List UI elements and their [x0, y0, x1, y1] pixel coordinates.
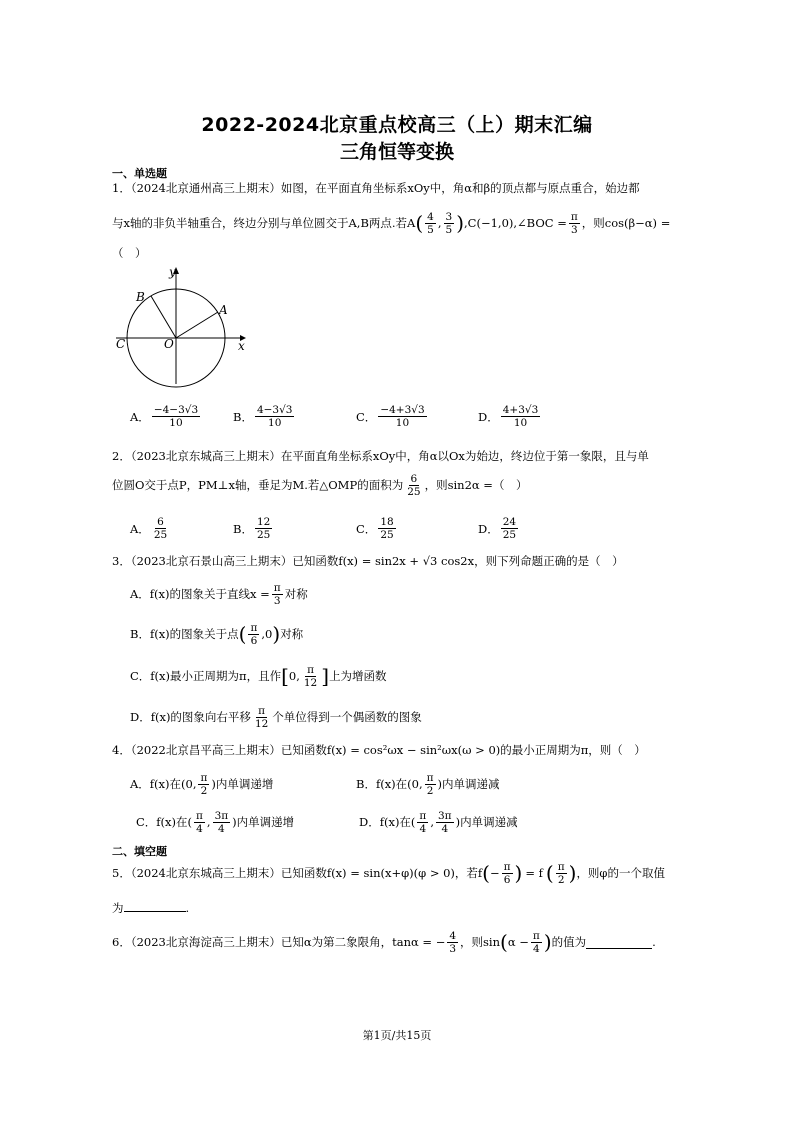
q6-frac2: $\frac{\pi}{4}$	[532, 929, 540, 955]
q1-option-b-frac: $\frac{4-3√3}{10}$	[256, 404, 293, 429]
q3-option-d[interactable]: D．f(x)的图象向右平移 $\frac{\pi}{12}$ 个单位得到一个偶函数的图象	[130, 704, 422, 730]
q2-line1: 2．（2023北京东城高三上期末）在平面直角坐标系xOy中，角α以Ox为始边，终边位于第一象限，且与单	[112, 449, 649, 463]
label-B: B	[136, 290, 145, 304]
q2-option-a-frac: $\frac{6}{25}$	[153, 516, 168, 541]
q3-option-d-frac: $\frac{\pi}{12}$	[254, 704, 269, 730]
q1-line2b: ,C(−1,0),∠BOC =	[464, 216, 567, 230]
q1-unit-circle-figure	[112, 262, 252, 397]
q3-option-b-frac: $\frac{\pi}{6}$	[250, 621, 258, 647]
q1-frac-angle: $\frac{\pi}{3}$	[570, 210, 578, 236]
label-A: A	[219, 303, 228, 317]
label-y: y	[169, 265, 176, 279]
q2-option-b-frac: $\frac{12}{25}$	[256, 516, 271, 541]
q1-line3: （ ）	[112, 246, 147, 260]
q1-option-c[interactable]: C． $\frac{-4+3√3}{10}$	[356, 404, 425, 429]
label-C: C	[116, 337, 126, 351]
q3-option-c[interactable]: C．f(x)最小正周期为π，且作 [ 0, $\frac{\pi}{12}$ ] 上为增函数	[130, 663, 387, 689]
q4-option-c[interactable]: C．f(x)在( $\frac{\pi}{4}$ , $\frac{3\pi}{4}$ )内单调递增	[136, 809, 295, 835]
q1-option-b[interactable]: B． $\frac{4-3√3}{10}$	[233, 404, 293, 429]
paren-left: (	[415, 211, 424, 235]
q4-option-c-frac2: $\frac{3\pi}{4}$	[214, 809, 229, 835]
q4-option-a-frac: $\frac{\pi}{2}$	[200, 771, 208, 797]
q2-line2: 位圆O交于点P，PM⊥x轴，垂足为M.若△OMP的面积为 $\frac{6}{25}$ ，则sin2α =（ ）	[112, 472, 528, 498]
q2-option-a[interactable]: A． $\frac{6}{25}$	[130, 516, 168, 541]
q4-option-a[interactable]: A．f(x)在(0, $\frac{\pi}{2}$ )内单调递增	[130, 771, 274, 797]
q3-option-a[interactable]: A．f(x)的图象关于直线x = $\frac{\pi}{3}$ 对称	[130, 581, 308, 607]
q2-option-d[interactable]: D． $\frac{24}{25}$	[478, 516, 517, 541]
ray-OA	[176, 312, 218, 338]
q4-option-b[interactable]: B．f(x)在(0, $\frac{\pi}{2}$ )内单调递减	[356, 771, 500, 797]
q2-option-c[interactable]: C． $\frac{18}{25}$	[356, 516, 394, 541]
q4-option-d-frac2: $\frac{3\pi}{4}$	[437, 809, 452, 835]
q1-option-d[interactable]: D． $\frac{4+3√3}{10}$	[478, 404, 539, 429]
q5-frac2: $\frac{\pi}{2}$	[557, 860, 565, 886]
q6-answer-blank[interactable]	[586, 936, 652, 949]
q5-answer-blank[interactable]	[124, 899, 186, 912]
q1-line2c: ，则cos(β−α) =	[581, 216, 671, 230]
q4-option-b-frac: $\frac{\pi}{2}$	[426, 771, 434, 797]
q2-frac-area: $\frac{6}{25}$	[407, 472, 421, 498]
q1-option-a-frac: $\frac{-4-3√3}{10}$	[153, 404, 199, 429]
q2-option-b[interactable]: B． $\frac{12}{25}$	[233, 516, 271, 541]
label-O: O	[164, 337, 174, 351]
section-fill-blank: 二、填空题	[112, 845, 167, 858]
section-single-choice: 一、单选题	[112, 167, 167, 180]
ray-OB	[151, 296, 176, 338]
q1-line2: 与x轴的非负半轴重合，终边分别与单位圆交于A,B两点.若A ( $\frac{4}{5}$ , $\frac{3}{5}$ ) ,C(−1,0),∠BOC = $\frac{\pi}{3}$ ，则cos(β−α) =	[112, 210, 671, 236]
q4-option-c-frac1: $\frac{\pi}{4}$	[196, 809, 203, 835]
q1-option-d-frac: $\frac{4+3√3}{10}$	[502, 404, 539, 429]
q1-frac-a2: $\frac{3}{5}$	[445, 210, 453, 236]
q4-option-d-frac1: $\frac{\pi}{4}$	[419, 809, 427, 835]
q4-line1: 4．（2022北京昌平高三上期末）已知函数f(x) = cos²ωx − sin²ωx(ω > 0)的最小正周期为π，则（ ）	[112, 743, 646, 757]
q5-frac1: $\frac{\pi}{6}$	[503, 860, 511, 886]
q2-option-d-frac: $\frac{24}{25}$	[502, 516, 517, 541]
q1-option-c-frac: $\frac{-4+3√3}{10}$	[380, 404, 425, 429]
q1-line1: 1．（2024北京通州高三上期末）如图，在平面直角坐标系xOy中，角α和β的顶点都与原点重合，始边都	[112, 181, 640, 195]
q3-line1: 3．（2023北京石景山高三上期末）已知函数f(x) = sin2x + √3 cos2x，则下列命题正确的是（ ）	[112, 554, 624, 568]
document-subtitle: 三角恒等变换	[339, 141, 454, 163]
q6-line1: 6．（2023北京海淀高三上期末）已知α为第二象限角，tanα = − $\frac{4}{3}$ ，则sin ( α − $\frac{\pi}{4}$ ) 的值为 .	[112, 929, 656, 955]
q1-frac-a1: $\frac{4}{5}$	[427, 210, 434, 236]
q6-frac1: $\frac{4}{3}$	[449, 929, 457, 955]
q3-option-b[interactable]: B．f(x)的图象关于点 ( $\frac{\pi}{6}$ ,0 ) 对称	[130, 621, 304, 647]
q2-option-c-frac: $\frac{18}{25}$	[380, 516, 394, 541]
q1-option-a[interactable]: A． $\frac{-4-3√3}{10}$	[130, 404, 199, 429]
q3-option-a-frac: $\frac{\pi}{3}$	[273, 581, 281, 607]
paren-right: )	[456, 211, 465, 235]
q3-option-c-frac: $\frac{\pi}{12}$	[303, 663, 318, 689]
q5-line2: 为 .	[112, 901, 190, 915]
q1-line2a: 与x轴的非负半轴重合，终边分别与单位圆交于A,B两点.若A	[112, 216, 416, 230]
q5-line1: 5．（2024北京东城高三上期末）已知函数f(x) = sin(x+φ)(φ > 0)，若f ( − $\frac{\pi}{6}$ ) = f ( $\frac{\pi}{2}$ ) ，则φ的一个取值	[112, 860, 665, 886]
document-title: 2022-2024北京重点校高三（上）期末汇编	[201, 114, 593, 136]
label-x: x	[238, 339, 245, 353]
q4-option-d[interactable]: D．f(x)在( $\frac{\pi}{4}$ , $\frac{3\pi}{4}$ )内单调递减	[359, 809, 518, 835]
page-footer: 第1页/共15页	[362, 1029, 432, 1042]
